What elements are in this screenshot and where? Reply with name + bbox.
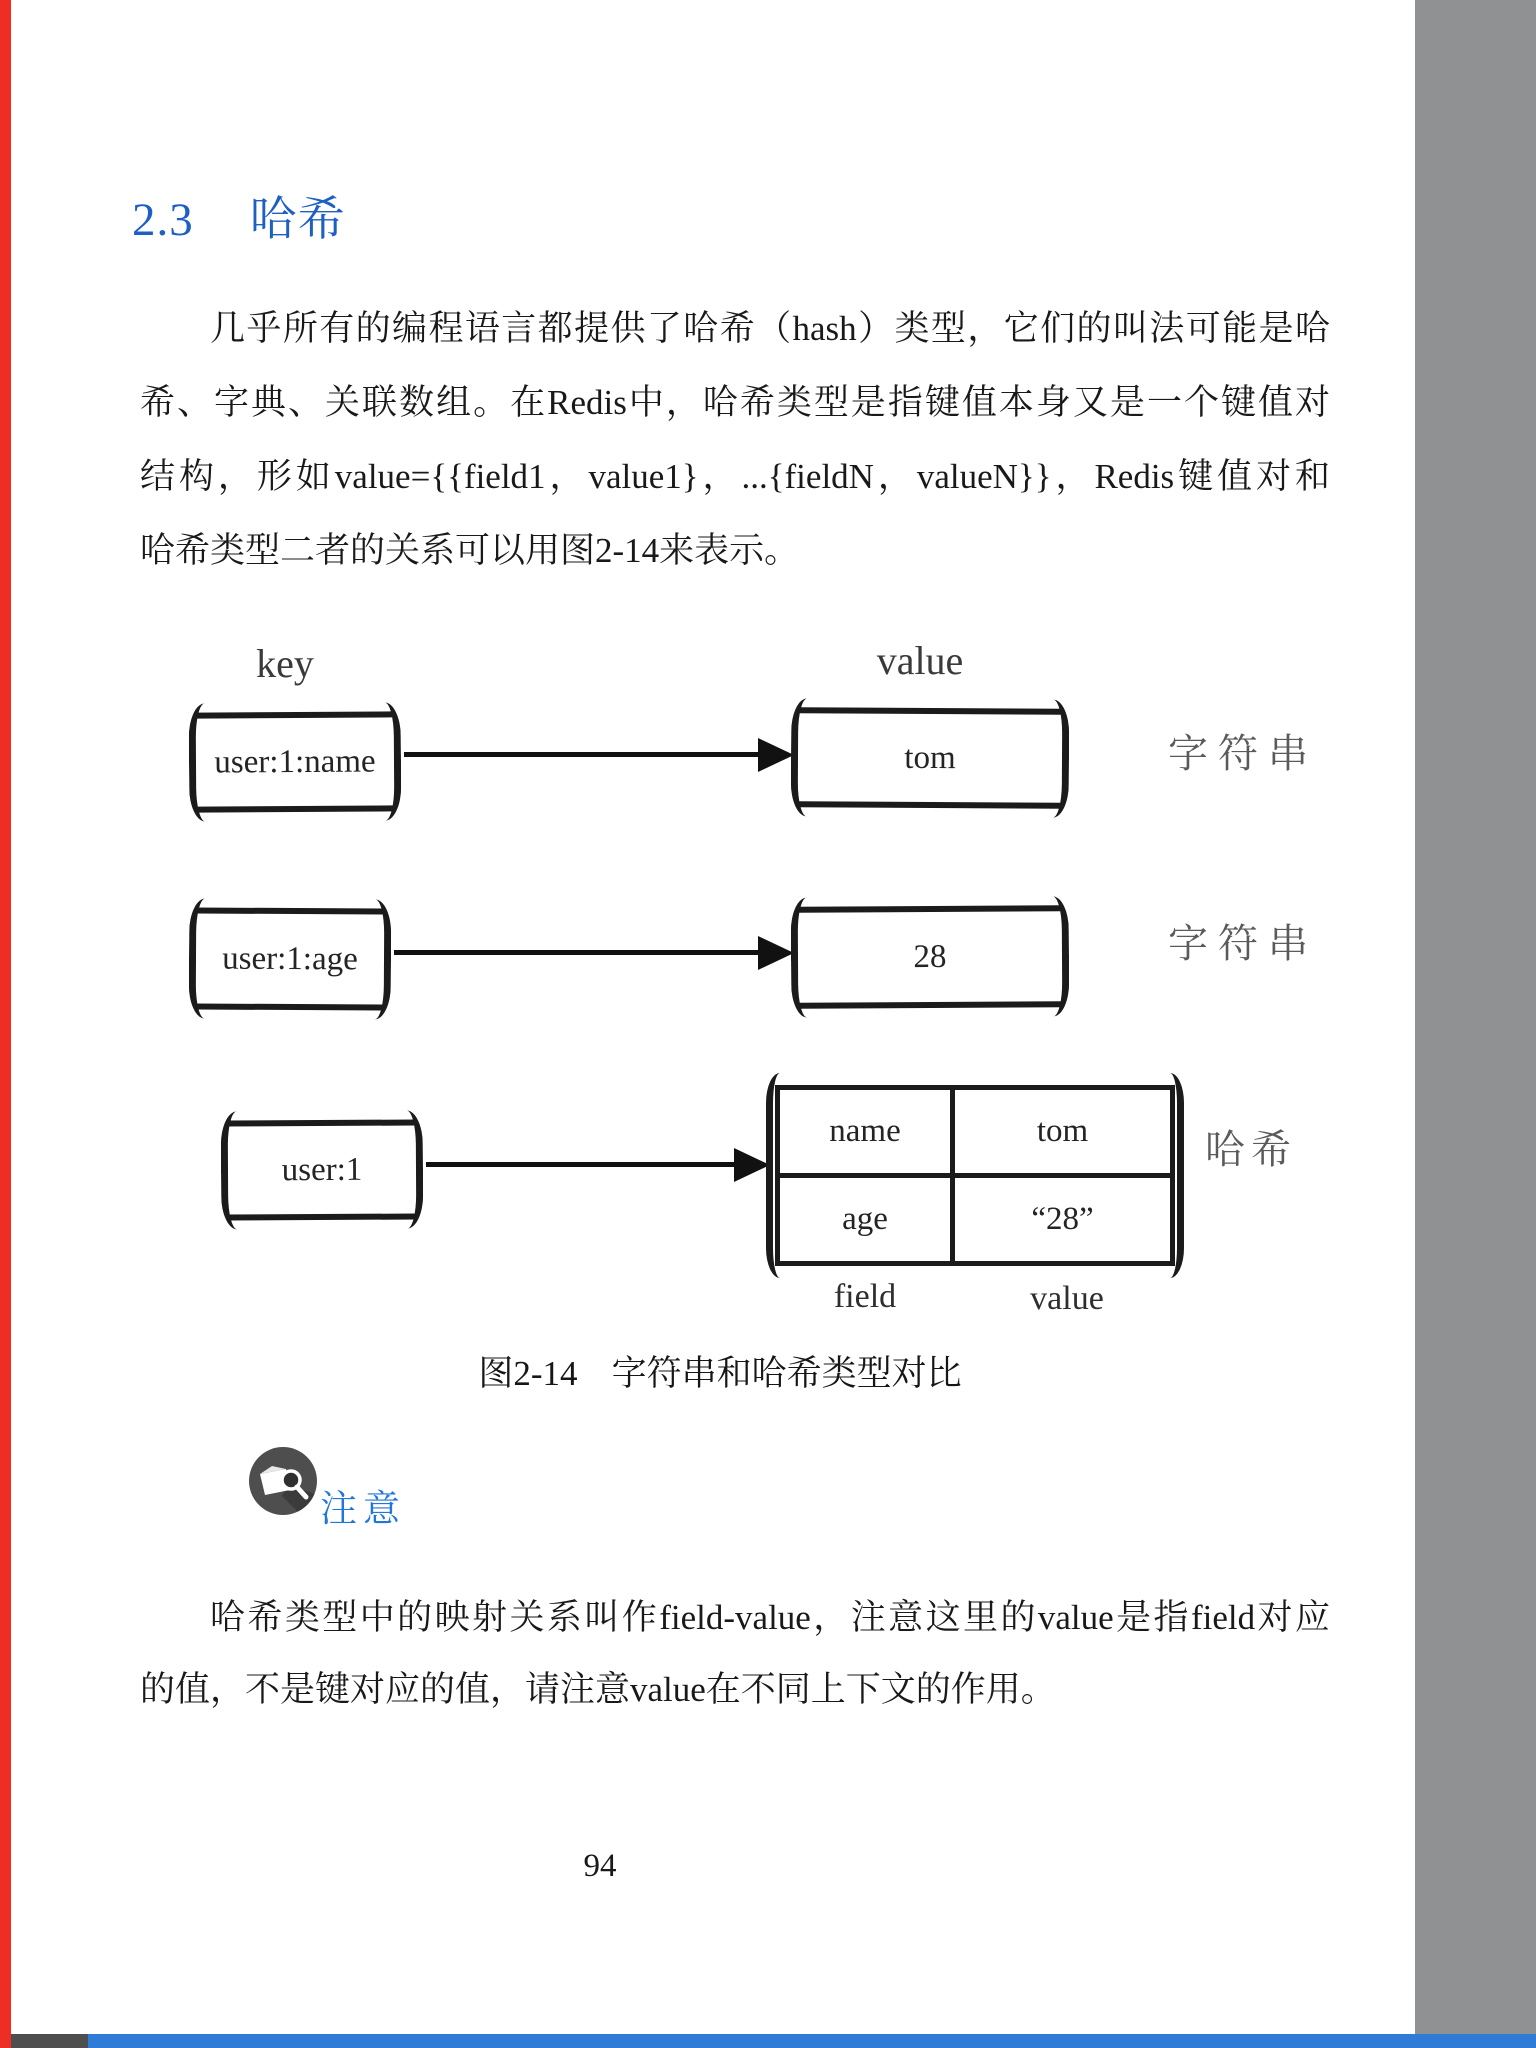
arrow-icon [426, 1162, 736, 1167]
type-label-string: 字符串 [1168, 731, 1318, 777]
type-label-string: 字符串 [1168, 921, 1318, 967]
value-box-28 [798, 905, 1063, 1008]
arrow-icon [394, 950, 760, 955]
hash-table-cell-value: tom [950, 1085, 1175, 1178]
hash-table-cell-field: age [775, 1173, 955, 1266]
hash-table-row [775, 1178, 1175, 1266]
figure-number: 图2-14 [478, 1354, 578, 1393]
arrow-icon [404, 752, 760, 757]
value-column-label: value [876, 638, 964, 683]
bottom-bar-dark-segment [11, 2034, 88, 2048]
value-text: 28 [913, 938, 947, 975]
note-label: 注意 [320, 1489, 406, 1530]
hash-table-cell-field: name [775, 1085, 955, 1178]
key-text: user:1:name [214, 743, 376, 780]
paragraph-line: 哈希类型二者的关系可以用图2-14来表示。 [140, 531, 800, 570]
key-text: user:1 [281, 1151, 363, 1188]
figure-caption-text: 字符串和哈希类型对比 [611, 1354, 962, 1393]
value-box-tom [798, 707, 1063, 808]
key-box-user-1 [228, 1120, 417, 1221]
hash-table-cell-value: “28” [950, 1173, 1175, 1266]
section-number: 2.3 [132, 194, 194, 246]
key-column-label: key [256, 641, 314, 686]
page-edge-gray-band [1415, 0, 1536, 2048]
page-number: 94 [583, 1848, 617, 1884]
note-icon [246, 1444, 320, 1518]
bottom-progress-bar [88, 2034, 1536, 2048]
note-line: 的值，不是键对应的值，请注意value在不同上下文的作用。 [140, 1670, 1056, 1709]
hash-table-row [775, 1085, 1175, 1178]
value-axis-label: value [1030, 1280, 1104, 1317]
key-box-user-1-age [196, 908, 385, 1011]
paragraph-line: 几乎所有的编程语言都提供了哈希（hash）类型，它们的叫法可能是哈 [210, 309, 1330, 348]
section-title: 哈希 [249, 194, 346, 246]
figure-caption [400, 1346, 1040, 1396]
paragraph-line: 希、字典、关联数组。在Redis中，哈希类型是指键值本身又是一个键值对 [140, 383, 1330, 422]
key-text: user:1:age [222, 940, 358, 977]
key-box-user-1-name [196, 711, 395, 812]
type-label-hash: 哈希 [1205, 1127, 1297, 1173]
value-text: tom [904, 739, 956, 776]
spine-red-strip [0, 0, 11, 2048]
note-line: 哈希类型中的映射关系叫作field-value，注意这里的value是指field对应 [210, 1598, 1330, 1637]
hash-table [775, 1085, 1175, 1266]
field-axis-label: field [833, 1278, 897, 1315]
paragraph-line: 结构，形如value={{field1，value1}，...{fieldN，valueN}}，Redis键值对和 [140, 457, 1330, 496]
section-heading [132, 182, 346, 249]
